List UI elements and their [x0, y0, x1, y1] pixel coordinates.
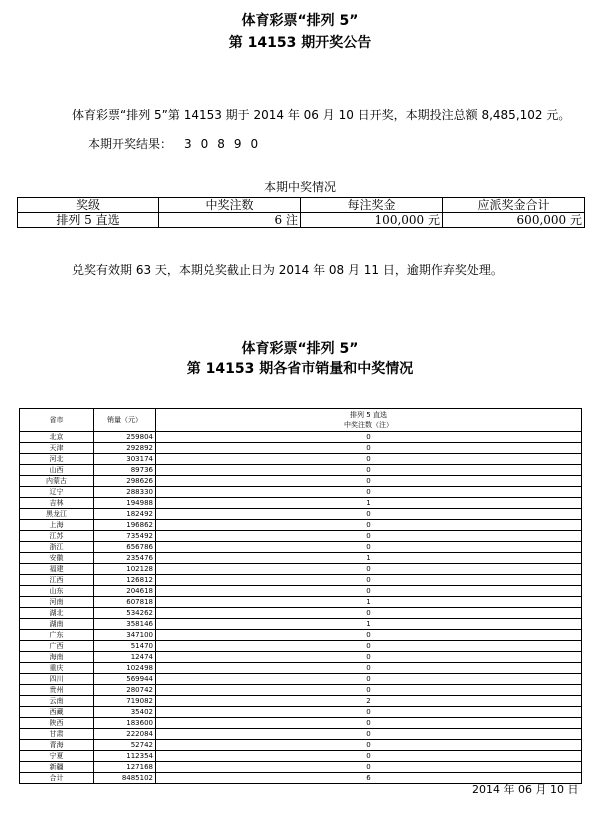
province-name: 北京 — [20, 432, 94, 443]
province-name: 内蒙古 — [20, 476, 94, 487]
province-name: 上海 — [20, 520, 94, 531]
province-row — [20, 608, 582, 619]
province-row — [20, 465, 582, 476]
province-sales: 719082 — [94, 696, 156, 707]
province-sales: 12474 — [94, 652, 156, 663]
draw-result — [88, 137, 267, 151]
prize-header-count: 中奖注数 — [159, 198, 301, 213]
province-table-header-row — [20, 409, 582, 432]
province-win: 0 — [156, 641, 582, 652]
province-row — [20, 729, 582, 740]
province-sales: 235476 — [94, 553, 156, 564]
redeem-deadline: 兑奖有效期 63 天，本期兑奖截止日为 2014 年 08 月 11 日，逾期作弃奖处理。 — [72, 263, 503, 277]
province-win: 2 — [156, 696, 582, 707]
province-win: 1 — [156, 553, 582, 564]
province-sales: 127168 — [94, 762, 156, 773]
province-name: 辽宁 — [20, 487, 94, 498]
prize-section-title: 本期中奖情况 — [263, 180, 336, 194]
province-win: 0 — [156, 509, 582, 520]
province-sales: 656786 — [94, 542, 156, 553]
prize-header-per-bet: 每注奖金 — [301, 198, 443, 213]
province-name: 黑龙江 — [20, 509, 94, 520]
province-row — [20, 531, 582, 542]
province-win: 0 — [156, 729, 582, 740]
province-sales: 112354 — [94, 751, 156, 762]
prize-per-bet: 100,000 元 — [301, 213, 443, 228]
prize-header-total: 应派奖金合计 — [443, 198, 585, 213]
province-sales: 347100 — [94, 630, 156, 641]
province-sales: 102498 — [94, 663, 156, 674]
province-name: 河南 — [20, 597, 94, 608]
prize-count: 6 注 — [159, 213, 301, 228]
province-row — [20, 443, 582, 454]
province-win: 0 — [156, 707, 582, 718]
province-name: 山东 — [20, 586, 94, 597]
announcement-subtitle: 第 14153 期开奖公告 — [228, 35, 372, 51]
draw-result-numbers: 30890 — [184, 137, 268, 151]
province-win: 0 — [156, 685, 582, 696]
province-win: 0 — [156, 663, 582, 674]
province-header-win — [156, 409, 582, 432]
province-win: 0 — [156, 718, 582, 729]
province-name: 宁夏 — [20, 751, 94, 762]
province-row — [20, 575, 582, 586]
province-header-win-line1: 排列 5 直选 — [350, 411, 387, 419]
province-name: 天津 — [20, 443, 94, 454]
province-sales: 303174 — [94, 454, 156, 465]
province-sales: 102128 — [94, 564, 156, 575]
province-name: 西藏 — [20, 707, 94, 718]
province-row — [20, 685, 582, 696]
province-name: 海南 — [20, 652, 94, 663]
province-header-name: 省市 — [20, 409, 94, 432]
province-name: 新疆 — [20, 762, 94, 773]
province-win: 0 — [156, 454, 582, 465]
province-win: 0 — [156, 608, 582, 619]
province-name: 广东 — [20, 630, 94, 641]
province-row — [20, 663, 582, 674]
province-row — [20, 564, 582, 575]
province-row — [20, 630, 582, 641]
province-row — [20, 586, 582, 597]
province-win: 0 — [156, 443, 582, 454]
province-name: 江西 — [20, 575, 94, 586]
province-row — [20, 652, 582, 663]
province-sales: 280742 — [94, 685, 156, 696]
province-sales: 358146 — [94, 619, 156, 630]
province-name: 江苏 — [20, 531, 94, 542]
prize-total: 600,000 元 — [443, 213, 585, 228]
province-win: 0 — [156, 564, 582, 575]
province-win: 0 — [156, 432, 582, 443]
prize-table-row — [18, 213, 585, 228]
province-name: 云南 — [20, 696, 94, 707]
province-sales: 8485102 — [94, 773, 156, 784]
province-win: 0 — [156, 542, 582, 553]
province-name: 福建 — [20, 564, 94, 575]
province-sales: 204618 — [94, 586, 156, 597]
province-win: 0 — [156, 520, 582, 531]
province-name: 广西 — [20, 641, 94, 652]
province-win: 0 — [156, 575, 582, 586]
province-win: 0 — [156, 674, 582, 685]
province-row — [20, 597, 582, 608]
province-table-body — [20, 432, 582, 784]
province-win: 0 — [156, 586, 582, 597]
province-name: 陕西 — [20, 718, 94, 729]
province-win: 0 — [156, 652, 582, 663]
province-win: 6 — [156, 773, 582, 784]
province-sales: 183600 — [94, 718, 156, 729]
province-name: 吉林 — [20, 498, 94, 509]
province-win: 0 — [156, 476, 582, 487]
province-row — [20, 509, 582, 520]
province-name: 合计 — [20, 773, 94, 784]
province-win: 1 — [156, 619, 582, 630]
province-win: 0 — [156, 751, 582, 762]
province-row — [20, 707, 582, 718]
province-name: 安徽 — [20, 553, 94, 564]
province-row — [20, 751, 582, 762]
prize-level: 排列 5 直选 — [18, 213, 159, 228]
province-sales: 89736 — [94, 465, 156, 476]
province-name: 湖南 — [20, 619, 94, 630]
province-win: 0 — [156, 487, 582, 498]
province-sales: 534262 — [94, 608, 156, 619]
province-sales: 196862 — [94, 520, 156, 531]
province-row — [20, 542, 582, 553]
province-row — [20, 432, 582, 443]
province-sales: 735492 — [94, 531, 156, 542]
province-win: 0 — [156, 630, 582, 641]
province-name: 重庆 — [20, 663, 94, 674]
draw-result-label: 本期开奖结果： — [88, 137, 173, 151]
province-row — [20, 619, 582, 630]
province-row — [20, 487, 582, 498]
footer-date: 2014 年 06 月 10 日 — [472, 783, 579, 796]
province-win: 0 — [156, 762, 582, 773]
province-sales: 35402 — [94, 707, 156, 718]
province-table — [19, 408, 582, 784]
province-row — [20, 696, 582, 707]
announcement-title: 体育彩票“排列 5” — [241, 13, 359, 29]
province-row — [20, 674, 582, 685]
province-win: 0 — [156, 465, 582, 476]
province-name: 四川 — [20, 674, 94, 685]
province-row — [20, 718, 582, 729]
province-sales: 569944 — [94, 674, 156, 685]
province-row — [20, 762, 582, 773]
prize-table — [17, 197, 585, 228]
prize-table-header-row — [18, 198, 585, 213]
province-sales: 607818 — [94, 597, 156, 608]
province-header-win-line2: 中奖注数（注） — [344, 421, 393, 429]
province-sales: 194988 — [94, 498, 156, 509]
province-header-sales: 销量（元） — [94, 409, 156, 432]
province-name: 河北 — [20, 454, 94, 465]
province-sales: 298626 — [94, 476, 156, 487]
province-row — [20, 476, 582, 487]
province-section-title: 体育彩票“排列 5” — [241, 341, 359, 357]
province-row — [20, 498, 582, 509]
province-sales: 222084 — [94, 729, 156, 740]
province-sales: 288330 — [94, 487, 156, 498]
province-sales: 52742 — [94, 740, 156, 751]
province-win: 0 — [156, 740, 582, 751]
province-win: 1 — [156, 498, 582, 509]
province-name: 浙江 — [20, 542, 94, 553]
province-win: 1 — [156, 597, 582, 608]
province-row — [20, 773, 582, 784]
province-win: 0 — [156, 531, 582, 542]
province-sales: 182492 — [94, 509, 156, 520]
province-row — [20, 740, 582, 751]
province-row — [20, 454, 582, 465]
province-section-subtitle: 第 14153 期各省市销量和中奖情况 — [186, 361, 414, 377]
province-name: 甘肃 — [20, 729, 94, 740]
province-row — [20, 520, 582, 531]
province-sales: 259804 — [94, 432, 156, 443]
province-sales: 292892 — [94, 443, 156, 454]
province-name: 湖北 — [20, 608, 94, 619]
province-row — [20, 641, 582, 652]
province-row — [20, 553, 582, 564]
province-sales: 126812 — [94, 575, 156, 586]
province-name: 青海 — [20, 740, 94, 751]
province-name: 贵州 — [20, 685, 94, 696]
prize-header-level: 奖级 — [18, 198, 159, 213]
province-name: 山西 — [20, 465, 94, 476]
province-sales: 51470 — [94, 641, 156, 652]
draw-notice: 体育彩票“排列 5”第 14153 期于 2014 年 06 月 10 日开奖，本期投注总额 8,485,102 元。 — [72, 108, 571, 122]
